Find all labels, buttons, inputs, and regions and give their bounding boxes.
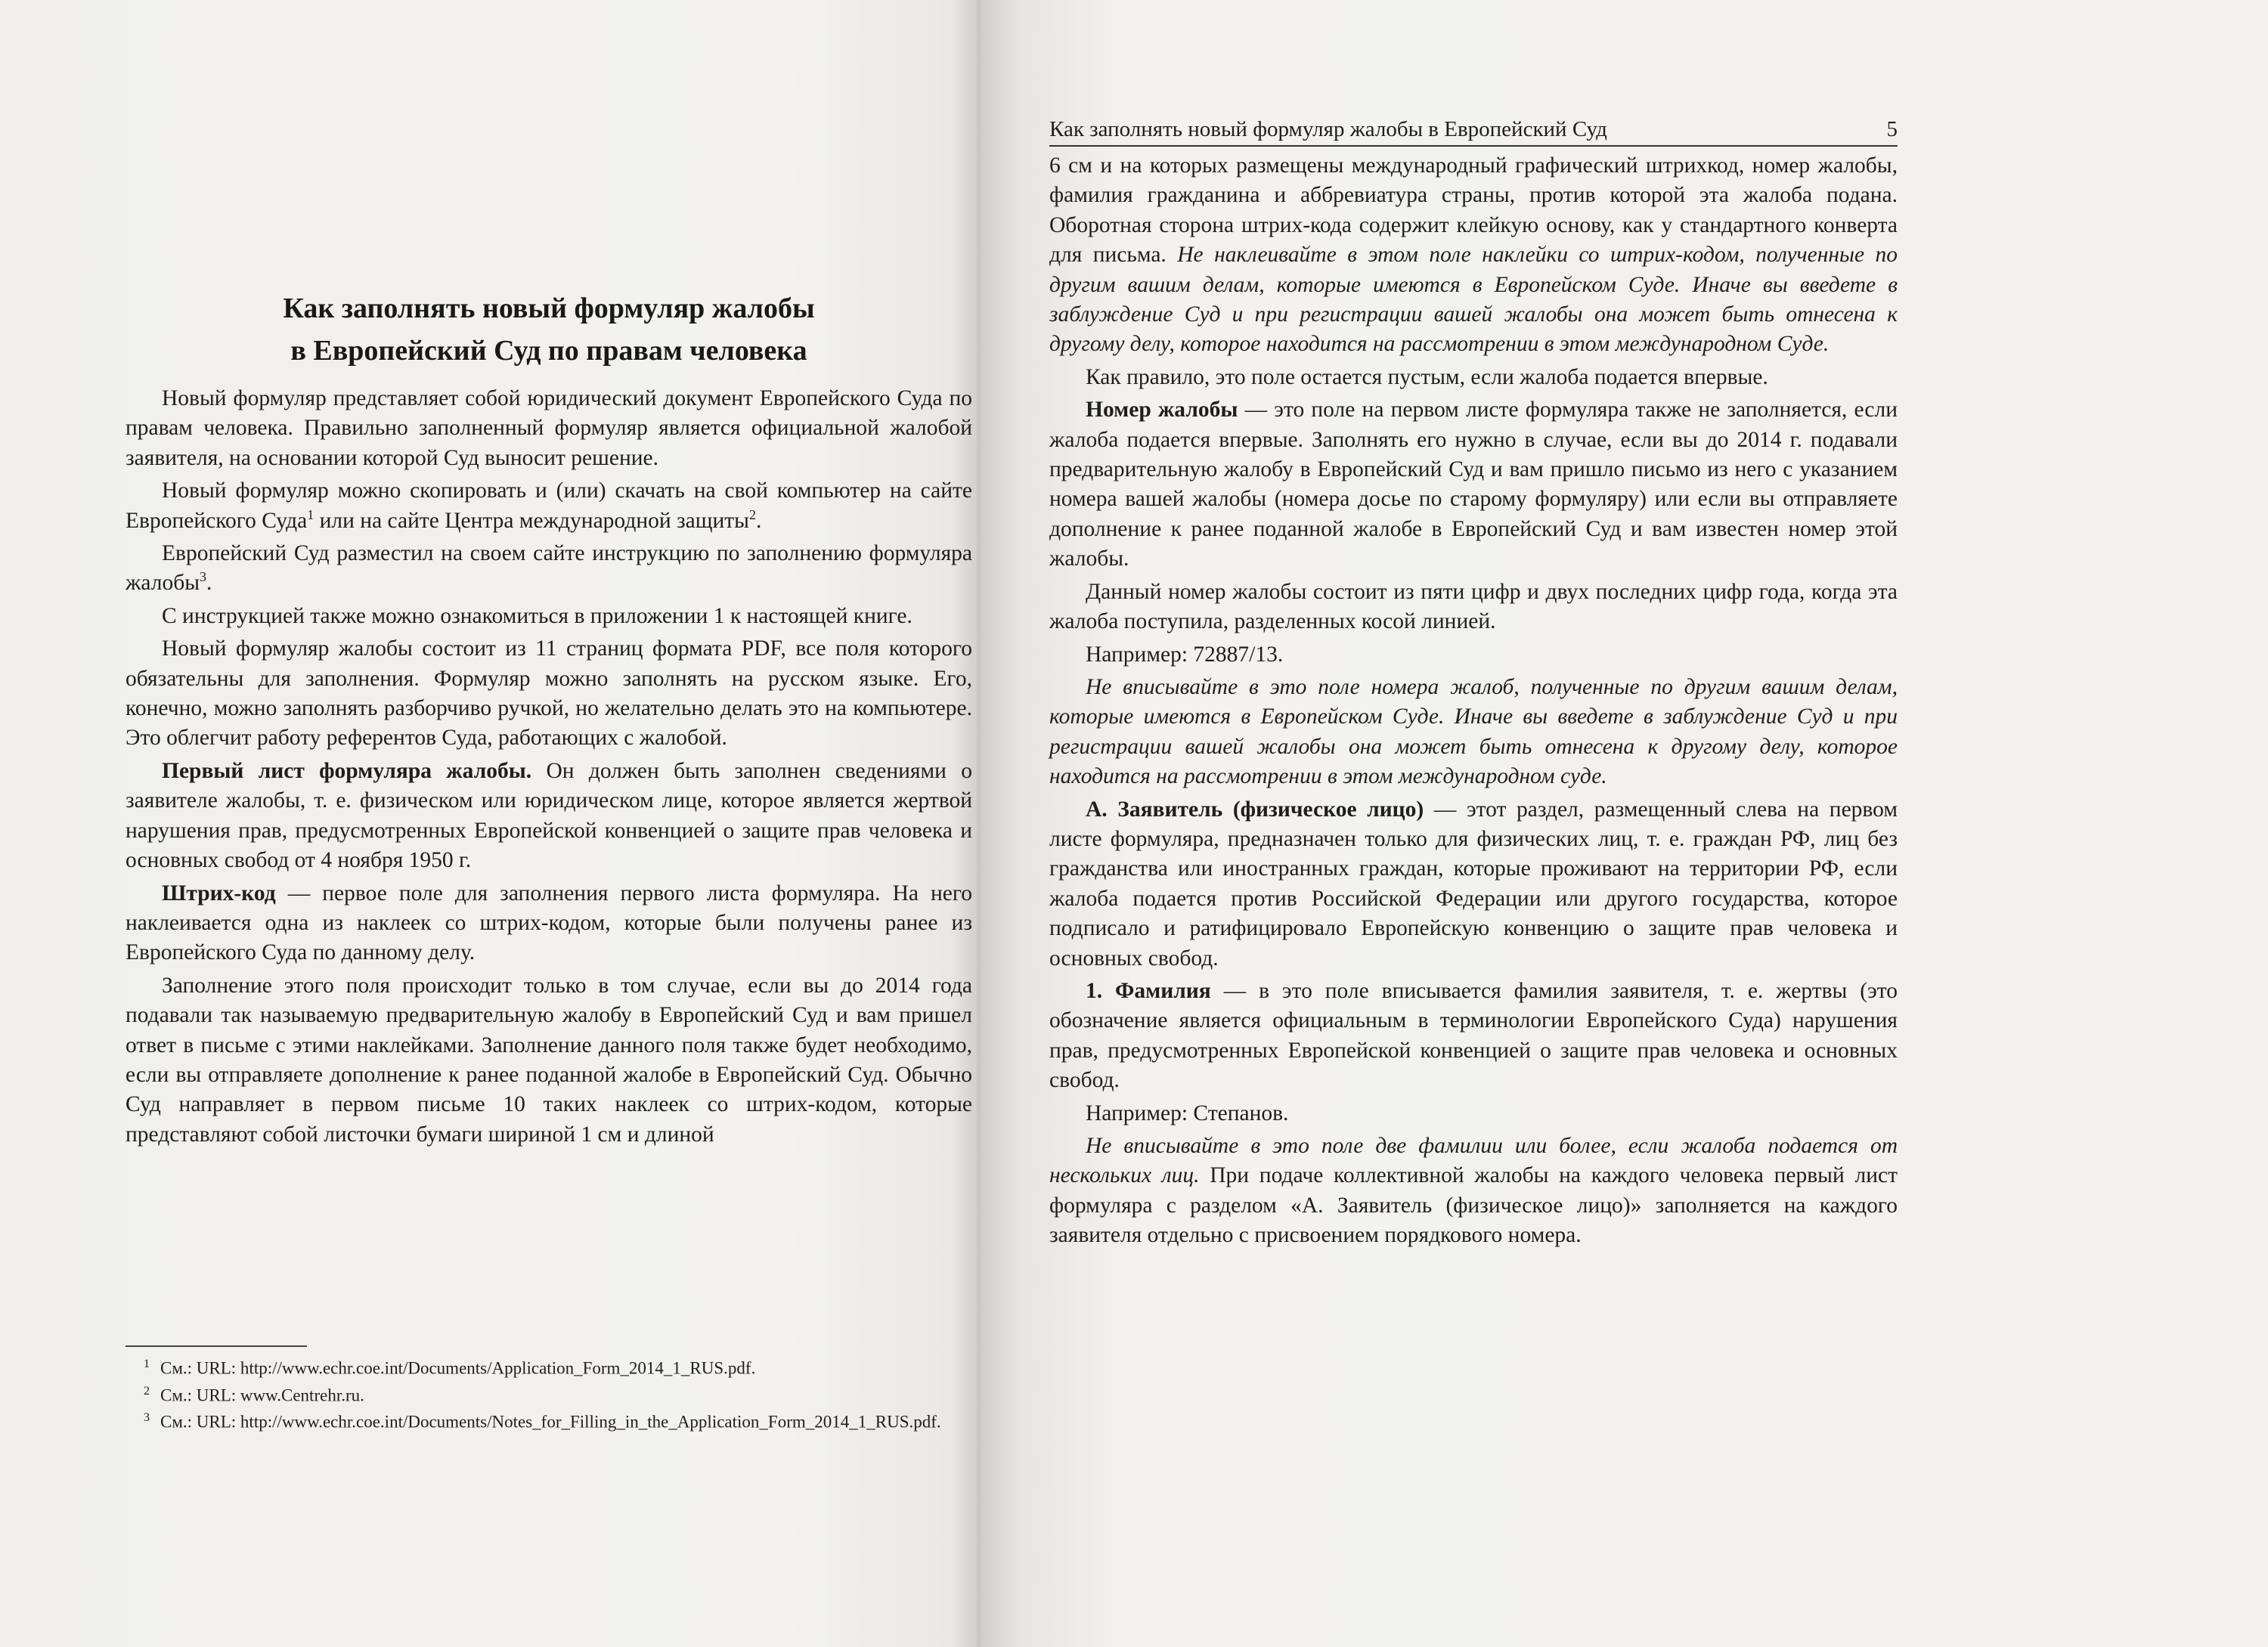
running-header [1049, 115, 1898, 147]
paragraph-barcode-fill: Заполнение этого поля происходит только в том случае, если вы до 2014 года подавали так называемую предварительную жалобу в Европейский Суд и вам пришел ответ в письме с этими наклейками. Заполнение данного поля также будет необходимо, если вы отправляете дополнение к ранее поданной жалобе в Европейский Суд. Обычно Суд направляет в первом письме 10 таких наклеек со штрих-кодом, которые представляют собой листочки бумаги шириной 1 см и длиной [125, 973, 972, 1147]
footnote-1 [125, 1353, 972, 1380]
application-number-heading: Номер жалобы [1086, 398, 1238, 423]
running-header-title: Как заполнять новый формуляр жалобы в Европейский Суд [1049, 117, 1607, 141]
paragraph-instructions [125, 539, 972, 599]
surname-heading: 1. Фамилия [1086, 978, 1211, 1003]
footnote-2-text: См.: URL: www.Centrehr.ru. [160, 1385, 364, 1405]
barcode-text: — первое поле для заполнения первого листа формуляра. На него наклеивается одна из наклеек со штрих-кодом, которые были получены ранее из Европейского Суда по данному делу. [125, 881, 972, 965]
footnote-2-num: 2 [144, 1384, 150, 1398]
footnote-ref-2: 2 [749, 506, 756, 522]
paragraph-empty-field: Как правило, это поле остается пустым, если жалоба подается впервые. [1086, 364, 1768, 389]
left-page [0, 0, 980, 1647]
applicant-heading: А. Заявитель (физическое лицо) [1086, 797, 1424, 822]
footnotes [125, 1353, 972, 1434]
barcode-warning: Не наклеивайте в этом поле наклейки со штрих-кодом, полученные по другим вашим делам, которые имеются в Европейском Суде. Иначе вы введете в заблуждение Суд и при регистрации вашей жалобы она может быть отнесена к другому делу, которое находится на рассмотрении в этом международном Суде. [1049, 243, 1898, 357]
paragraph-number-warning: Не вписывайте в это поле номера жалоб, полученные по другим вашим делам, которые имеются в Европейском Суде. Иначе вы введете в заблуждение Суд и при регистрации вашей жалобы она может быть отнесена к другому делу, которое находится на рассмотрении в этом международном суде. [1049, 674, 1898, 789]
footnote-3 [125, 1407, 972, 1434]
paragraph-number-format: Данный номер жалобы состоит из пяти цифр и двух последних цифр года, когда эта жалоба поступила, разделенных косой линией. [1049, 579, 1898, 634]
collective-warning: Не вписывайте в это поле две фамилии или более, если жалоба подается от нескольких лиц. [1049, 1134, 1898, 1188]
application-number-text: — это поле на первом листе формуляра также не заполняется, если жалоба подается впервые. Заполнять его нужно в случае, если вы до 2014 г. подавали предварительную жалобу в Европейский Суд и вам пришло письмо из него с указанием номера вашей жалобы (номера досье по старому формуляру) или если вы отправляете дополнение к ранее поданной жалобе в Европейский Суд и вам известен номер этой жалобы. [1049, 398, 1898, 571]
first-sheet-heading: Первый лист формуляра жалобы. [162, 758, 532, 783]
footnote-2 [125, 1380, 972, 1407]
paragraph-instructions-text: Европейский Суд разместил на своем сайте инструкцию по заполнению формуляра жалобы [125, 541, 972, 596]
chapter-title-line-1: Как заполнять новый формуляр жалобы [283, 293, 815, 324]
paragraph-format: Новый формуляр жалобы состоит из 11 страниц формата PDF, все поля которого обязательны для заполнения. Формуляр можно заполнять на русском языке. Его, конечно, можно заполнять разборчиво ручкой, но желательно делать это на компьютере. Это облегчит работу референтов Суда, работающих с жалобой. [125, 636, 972, 751]
paragraph-application-number [1049, 395, 1898, 574]
left-body-text [125, 384, 972, 1150]
barcode-continued-text: 6 см и на которых размещены международный графический штрихкод, номер жалобы, фамилия гражданина и аббревиатура страны, против которой эта жалоба подана. Оборотная сторона штрих-кода содержит клейкую основу, как у стандартного конверта для письма. [1049, 153, 1898, 268]
paragraph-barcode-continued [1049, 151, 1898, 360]
footnote-ref-3: 3 [200, 569, 207, 585]
paragraph-download-text-a: Новый формуляр можно скопировать и (или) скачать на свой компьютер на сайте Европейского Суда [125, 478, 972, 533]
paragraph-surname [1049, 977, 1898, 1096]
paragraph-instructions-end: . [206, 571, 212, 596]
applicant-text: — этот раздел, размещенный слева на первом листе формуляра, предназначен только для физических лиц, т. е. граждан РФ, лиц без гражданства или иностранных граждан, которые проживают на территории РФ, если жалоба подается против Российской Федерации или другого государства, которое подписало и ратифицировало Европейскую конвенцию о защите прав человека и основных свобод. [1049, 797, 1898, 971]
footnote-rule [125, 1345, 307, 1347]
paragraph-download-text-c: . [756, 508, 762, 533]
chapter-title-line-2: в Европейский Суд по правам человека [290, 335, 807, 367]
paragraph-download-text-b: или на сайте Центра международной защиты [314, 508, 749, 533]
right-body-text [1049, 151, 1898, 1251]
paragraph-download [125, 476, 972, 536]
paragraph-collective [1049, 1132, 1898, 1251]
page-number: 5 [1886, 117, 1898, 141]
barcode-heading: Штрих-код [162, 881, 276, 906]
chapter-title [125, 287, 972, 372]
paragraph-intro: Новый формуляр представляет собой юридический документ Европейского Суда по правам человека. Правильно заполненный формуляр является официальной жалобой заявителя, на основании которой Суд выносит решение. [125, 386, 972, 470]
footnote-ref-1: 1 [307, 506, 314, 522]
paragraph-applicant [1049, 795, 1898, 974]
paragraph-surname-example: Например: Степанов. [1086, 1101, 1289, 1125]
paragraph-barcode [125, 879, 972, 968]
footnote-1-text: См.: URL: http://www.echr.coe.int/Documents/Application_Form_2014_1_RUS.pdf. [160, 1358, 756, 1378]
collective-text: При подаче коллективной жалобы на каждого человека первый лист формуляра с разделом «А. Заявитель (физическое лицо)» заполняется на каждого заявителя отдельно с присвоением порядкового номера. [1049, 1163, 1898, 1248]
footnote-3-num: 3 [144, 1411, 150, 1425]
paragraph-first-sheet [125, 757, 972, 876]
paragraph-appendix: С инструкцией также можно ознакомиться в приложении 1 к настоящей книге. [162, 603, 912, 628]
paragraph-number-example: Например: 72887/13. [1086, 642, 1284, 667]
surname-text: — в это поле вписывается фамилия заявителя, т. е. жертвы (это обозначение является официальным в терминологии Европейского Суда) нарушения прав, предусмотренных Европейской конвенцией о защите прав человека и основных свобод. [1049, 978, 1898, 1093]
first-sheet-text: Он должен быть заполнен сведениями о заявителе жалобы, т. е. физическом или юридическом лице, которое является жертвой нарушения прав, предусмотренных Европейской конвенцией о защите прав человека и основных свобод от 4 ноября 1950 г. [125, 758, 972, 873]
footnote-1-num: 1 [144, 1358, 150, 1370]
footnote-3-text: См.: URL: http://www.echr.coe.int/Documents/Notes_for_Filling_in_the_Application_Form_2014_1_RUS.pdf. [160, 1412, 941, 1432]
